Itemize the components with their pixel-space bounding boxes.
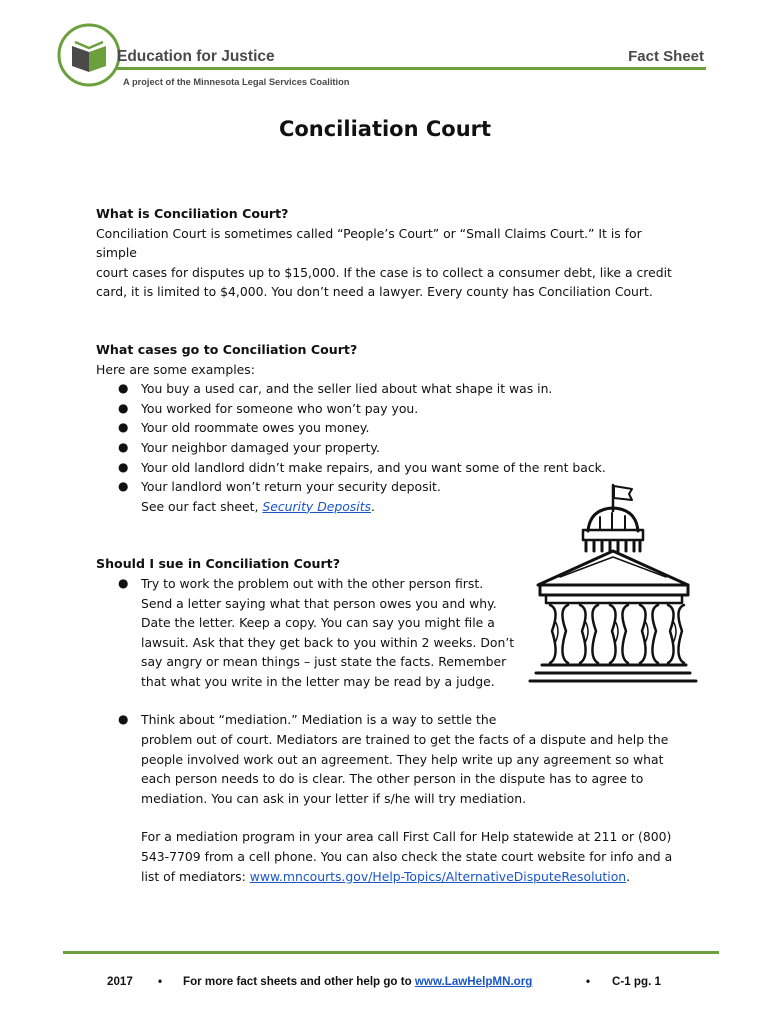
text-line: court cases for disputes up to $15,000. If the case is to collect a consumer debt, like a credit — [96, 264, 672, 280]
education-for-justice-logo — [56, 22, 122, 88]
section-heading-what-cases: What cases go to Conciliation Court? — [96, 341, 358, 357]
header-rule — [117, 67, 706, 70]
brand-name: Education for Justice — [117, 48, 275, 65]
page-title: Conciliation Court — [278, 117, 492, 141]
page-number: C-1 pg. 1 — [612, 975, 661, 988]
bullet-icon: ● — [118, 381, 129, 396]
section-heading-should-sue: Should I sue in Conciliation Court? — [96, 556, 341, 572]
list-item: ● Try to work the problem out with the other person first. Send a letter saying what that person owes you and why. Date the letter. Keep a copy. You can say you might file a lawsuit. Ask that they get back to you within 2 weeks. Don’t say angry or mean things – just state the facts. Remember that what you write in the letter may be read by a judge. — [118, 575, 515, 689]
text-line: card, it is limited to $4,000. You don’t need a lawyer. Every county has Conciliation Court. — [96, 284, 653, 300]
list-item: ● Your old roommate owes you money. — [96, 418, 686, 438]
bullet-icon: ● — [118, 420, 129, 435]
footer-year: 2017 — [107, 975, 133, 988]
bullet-icon: ● — [118, 439, 129, 454]
tagline: A project of the Minnesota Legal Services Coalition — [123, 77, 350, 87]
bullet-icon: ● — [118, 459, 129, 474]
list-item: ● Your old landlord didn’t make repairs, and you want some of the rent back. — [96, 458, 686, 478]
advice-list-2 — [96, 710, 686, 886]
list-item: ● You buy a used car, and the seller lied about what shape it was in. — [96, 379, 686, 399]
mncourts-link[interactable]: www.mncourts.gov/Help-Topics/AlternativeDisputeResolution — [249, 868, 627, 884]
bullet-icon: ● — [118, 400, 129, 415]
footer-separator: • — [586, 975, 591, 988]
courthouse-illustration — [528, 481, 698, 687]
bullet-icon: ● — [118, 712, 129, 727]
bullet-icon: ● — [118, 479, 129, 494]
footer-rule — [63, 951, 719, 954]
text-line: Conciliation Court is sometimes called “People’s Court” or “Small Claims Court.” It is for simple — [96, 225, 642, 261]
list-item: ● You worked for someone who won’t pay you. — [96, 399, 686, 419]
list-item: ● Your neighbor damaged your property. — [96, 438, 686, 458]
lawhelpmn-link[interactable]: www.LawHelpMN.org — [414, 975, 533, 988]
bullet-icon: ● — [118, 575, 129, 590]
doc-type-label: Fact Sheet — [628, 48, 704, 65]
footer-text: For more fact sheets and other help go to www.LawHelpMN.org — [183, 975, 533, 988]
footer-separator: • — [158, 975, 163, 988]
examples-intro: Here are some examples: — [96, 361, 255, 377]
section-heading-what-is: What is Conciliation Court? — [96, 206, 289, 221]
security-deposits-link[interactable]: Security Deposits — [262, 498, 372, 514]
list-item: ● Your landlord won’t return your security deposit. See our fact sheet, Security Deposits. — [118, 479, 441, 514]
list-item: ● Think about “mediation.” Mediation is a way to settle the problem out of court. Mediators are trained to get the facts of a dispute and help the people involved work out an agreement. They help write up any agreement so what each person needs to do is clear. The other person in the dispute has to agree to mediation. You can ask in your letter if s/he will try mediation. For a mediation program in your area call First Call for Help statewide at 211 or (800) 543-7709 from a cell phone. You can also check the state court website for info and a list of mediators: www.mncourts.gov/Help-Topics/AlternativeDisputeResolution. — [118, 712, 673, 884]
